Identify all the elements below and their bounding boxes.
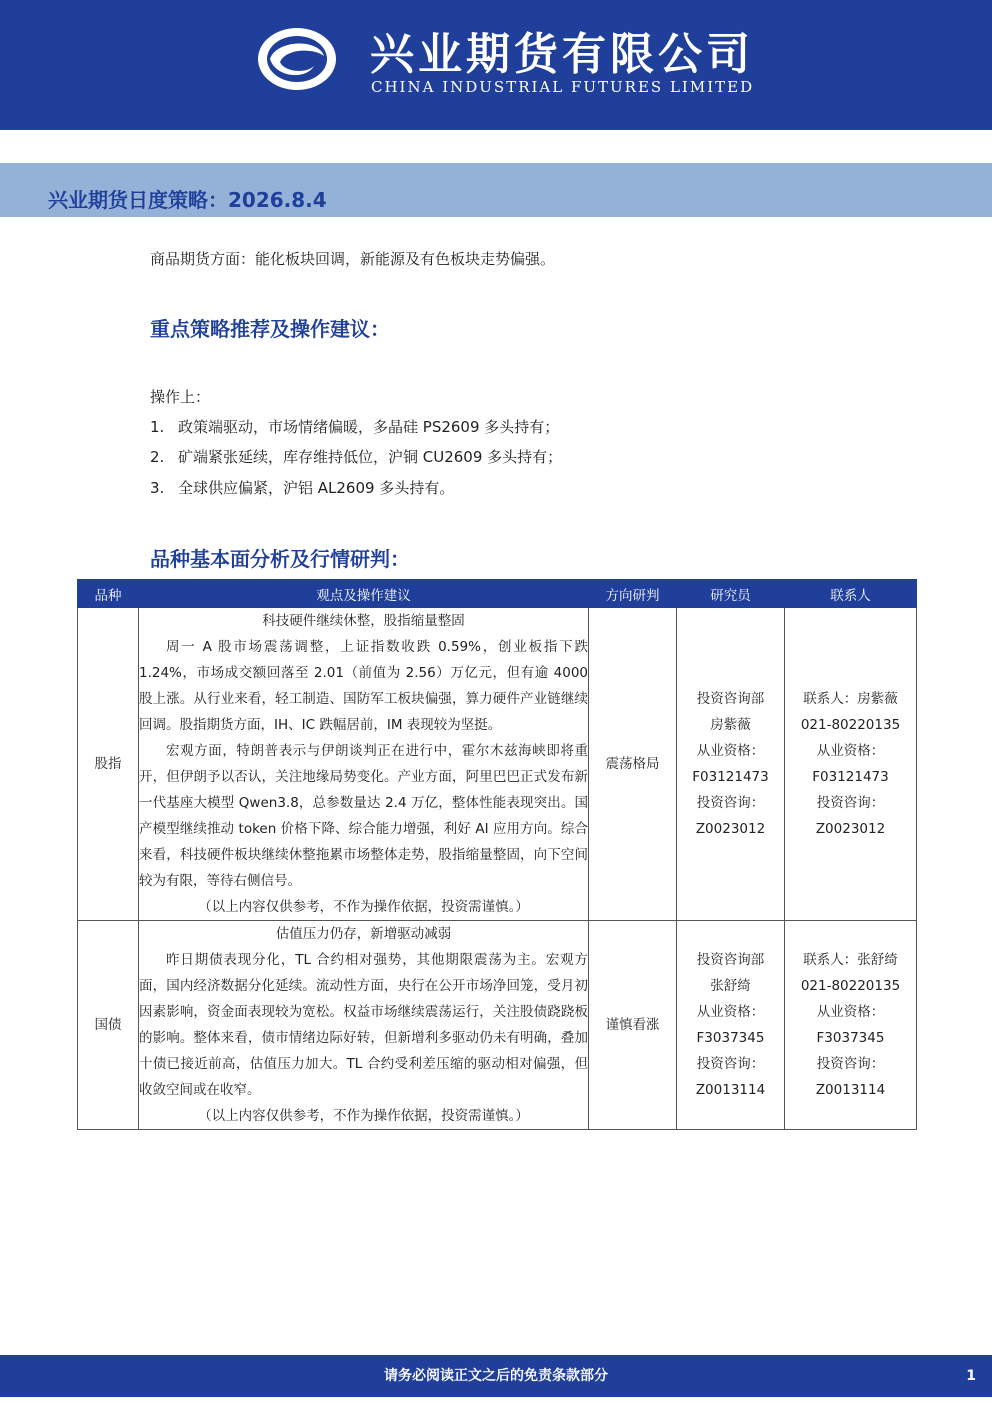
header-contact: 联系人 [785, 580, 917, 608]
table-row [78, 921, 917, 1130]
list-number: 3. [150, 479, 165, 497]
researcher-line: 投资咨询部 [696, 691, 765, 707]
analysis-paragraph: 周一 A 股市场震荡调整，上证指数收跌 0.59%，创业板指下跌 1.24%，市场成交额回落至 2.01（前值为 2.56）万亿元，但有逾 4000 股上涨。从行业来看，轻工制造、国防军工板块偏强，算力硬件产业链继续回调。股指期货方面，IH、IC 跌幅居前，IM 表现较为坚挺。 [139, 639, 588, 733]
company-name-cn: 兴业期货有限公司 [370, 29, 754, 80]
section1-heading: 重点策略推荐及操作建议： [150, 317, 390, 341]
list-text: 全球供应偏紧，沪铝 AL2609 多头持有。 [178, 479, 455, 497]
analysis-paragraph: 宏观方面，特朗普表示与伊朗谈判正在进行中，霍尔木兹海峡即将重开，但伊朗予以否认，关注地缘局势变化。产业方面，阿里巴巴正式发布新一代基座大模型 Qwen3.8，总参数量达 2.4 万亿，整体性能表现突出。国产模型继续推动 token 价格下降、综合能力增强，利好 AI 应用方向。综合来看，科技硬件板块继续休整拖累市场整体走势，股指缩量整固，向下空间较为有限，等待右侧信号。 [139, 743, 588, 889]
variety-cell: 股指 [78, 608, 139, 921]
researcher-line: 房紫薇 [710, 717, 751, 733]
researcher-line: F3037345 [696, 1030, 765, 1046]
page-title: 兴业期货日度策略：2026.8.4 [48, 188, 327, 212]
disclaimer-note: （以上内容仅供参考，不作为操作依据，投资需谨慎。） [198, 1108, 529, 1124]
footer-disclaimer: 请务必阅读正文之后的免责条款部分 [384, 1368, 608, 1384]
researcher-line: 投资咨询部 [696, 952, 765, 968]
table-row [78, 608, 917, 921]
researcher-line: 投资咨询： [696, 795, 765, 811]
researcher-line: 从业资格： [696, 1004, 765, 1020]
researcher-line: 投资咨询： [696, 1056, 765, 1072]
list-number: 1. [150, 418, 165, 436]
list-number: 2. [150, 448, 165, 466]
researcher-line: Z0013114 [695, 1082, 766, 1098]
contact-line: F3037345 [816, 1030, 885, 1046]
page-header [0, 0, 992, 130]
researcher-line: 从业资格： [696, 743, 765, 759]
swirl-logo-icon [256, 26, 338, 92]
contact-cell [785, 608, 917, 921]
contact-line: 投资咨询： [816, 795, 885, 811]
page-footer [0, 1355, 992, 1397]
variety-cell: 国债 [78, 921, 139, 1130]
researcher-line: Z0023012 [695, 821, 766, 837]
contact-line: Z0023012 [815, 821, 886, 837]
contact-line: F03121473 [812, 769, 889, 785]
analysis-subtitle: 估值压力仍存，新增驱动减弱 [275, 926, 452, 942]
header-direction: 方向研判 [589, 580, 677, 608]
researcher-cell [677, 921, 785, 1130]
summary-text: 商品期货方面：能化板块回调，新能源及有色板块走势偏强。 [150, 250, 556, 268]
researcher-cell [677, 608, 785, 921]
analysis-table [77, 579, 917, 1130]
contact-line: 联系人：房紫薇 [803, 691, 898, 707]
header-variety: 品种 [78, 580, 139, 608]
researcher-line: F03121473 [692, 769, 769, 785]
operation-intro: 操作上： [150, 388, 211, 406]
section2-heading: 品种基本面分析及行情研判： [150, 547, 410, 571]
list-text: 矿端紧张延续，库存维持低位，沪铜 CU2609 多头持有； [178, 448, 563, 466]
list-text: 政策端驱动，市场情绪偏暖，多晶硅 PS2609 多头持有； [178, 418, 560, 436]
direction-cell: 震荡格局 [589, 608, 677, 921]
header-researcher: 研究员 [677, 580, 785, 608]
analysis-subtitle: 科技硬件继续休整，股指缩量整固 [262, 613, 465, 629]
contact-line: 021-80220135 [800, 978, 901, 994]
disclaimer-note: （以上内容仅供参考，不作为操作依据，投资需谨慎。） [198, 899, 529, 915]
analysis-cell [139, 921, 589, 1130]
contact-line: 从业资格： [816, 743, 885, 759]
list-item [150, 416, 559, 437]
contact-line: 联系人：张舒绮 [803, 952, 898, 968]
list-item [150, 446, 562, 467]
table-header-row [78, 580, 917, 608]
analysis-cell [139, 608, 589, 921]
contact-line: 021-80220135 [800, 717, 901, 733]
researcher-line: 张舒绮 [710, 978, 751, 994]
contact-line: 从业资格： [816, 1004, 885, 1020]
page-number: 1 [966, 1368, 976, 1384]
direction-cell: 谨慎看涨 [589, 921, 677, 1130]
header-analysis: 观点及操作建议 [139, 580, 589, 608]
company-name-en: CHINA INDUSTRIAL FUTURES LIMITED [371, 78, 755, 96]
analysis-paragraph: 昨日期债表现分化，TL 合约相对强势，其他期限震荡为主。宏观方面，国内经济数据分化延续。流动性方面，央行在公开市场净回笼，受月初因素影响，资金面表现较为宽松。权益市场继续震荡运行，关注股债跷跷板的影响。整体来看，债市情绪边际好转，但新增利多驱动仍未有明确，叠加十债已接近前高，估值压力加大。TL 合约受利差压缩的驱动相对偏强，但收敛空间或在收窄。 [139, 952, 588, 1098]
contact-cell [785, 921, 917, 1130]
list-item [150, 477, 454, 498]
contact-line: 投资咨询： [816, 1056, 885, 1072]
contact-line: Z0013114 [815, 1082, 886, 1098]
